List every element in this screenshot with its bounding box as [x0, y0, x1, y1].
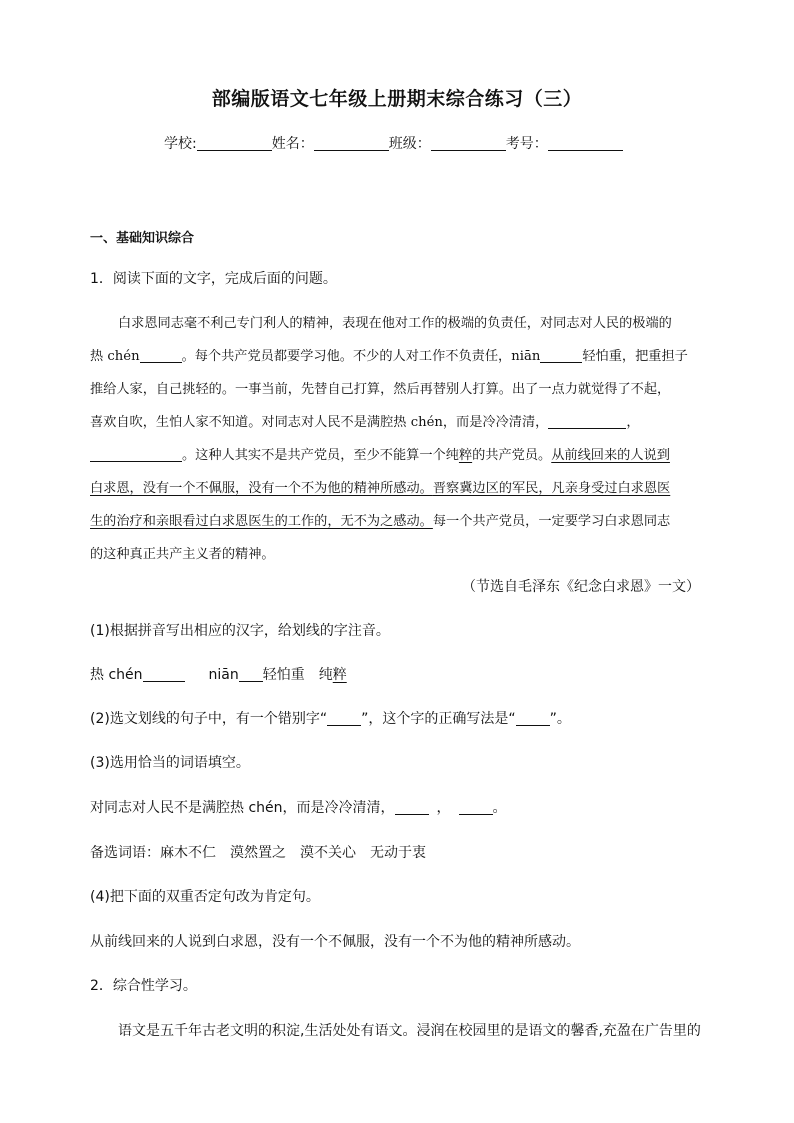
item-text: niān	[208, 667, 239, 683]
passage-line	[90, 477, 670, 496]
question-text: 对同志对人民不是满腔热 chén，而是冷冷清清，	[90, 800, 395, 816]
student-info-line	[164, 133, 623, 153]
question-text: ，	[436, 800, 451, 816]
name-field[interactable]	[314, 135, 389, 151]
section-heading: 一、基础知识综合	[90, 231, 195, 246]
item-text: 纯	[318, 667, 333, 683]
passage-line: 推给人家，自己挑轻的。一事当前，先替自己打算，然后再替别人打算。出了一点力就觉得了不起，	[90, 382, 671, 397]
question-text: ”，这个字的正确写法是“	[361, 711, 516, 727]
item-text: 轻怕重	[262, 667, 305, 683]
passage-line	[90, 411, 640, 430]
answer-blank[interactable]	[239, 666, 263, 682]
answer-blank[interactable]	[327, 710, 361, 726]
passage-text: 喜欢自吹，生怕人家不知道。对同志对人民不是满腔热 chén，而是冷冷清清，	[90, 415, 549, 430]
passage-text: 。这种人其实不是共产党员，至少不能算一个纯	[182, 448, 459, 463]
underlined-sentence: 生的治疗和亲眼看过白求恩医生的工作的，无不为之感动。	[90, 514, 433, 529]
answer-blank[interactable]	[90, 446, 182, 462]
class-field[interactable]	[431, 135, 506, 151]
underlined-char: 粹	[458, 448, 473, 463]
passage-text: 。每个共产党员都要学习他。不少的人对工作不负责任，niān	[181, 349, 541, 364]
answer-blank[interactable]	[516, 710, 550, 726]
choices-label: 备选词语：	[90, 845, 160, 861]
passage-text: 热 chén	[90, 349, 140, 364]
choice-word: 麻木不仁	[160, 845, 216, 861]
page-title: 部编版语文七年级上册期末综合练习（三）	[211, 88, 583, 110]
passage-line: 白求恩同志毫不利己专门利人的精神，表现在他对工作的极端的负责任，对同志对人民的极端的	[118, 316, 672, 331]
passage-line	[90, 510, 670, 529]
school-field[interactable]	[197, 135, 272, 151]
sub-question-4-sentence: 从前线回来的人说到白求恩，没有一个不佩服，没有一个不为他的精神所感动。	[90, 934, 580, 950]
number-field[interactable]	[548, 135, 623, 151]
question-text: (2)选文划线的句子中，有一个错别字“	[90, 711, 328, 727]
choice-word: 无动于衷	[370, 845, 426, 861]
word-choices	[90, 842, 426, 862]
passage-text: 每一个共产党员，一定要学习白求恩同志	[432, 514, 671, 529]
answer-blank[interactable]	[143, 666, 185, 682]
underlined-sentence: 从前线回来的人说到	[551, 448, 670, 463]
answer-blank[interactable]	[548, 413, 626, 429]
passage-line: 的这种真正共产主义者的精神。	[90, 547, 275, 562]
passage-line	[90, 444, 670, 463]
question-2-stem: 2．综合性学习。	[90, 978, 197, 994]
underlined-char: 粹	[332, 667, 347, 683]
sub-question-1: (1)根据拼音写出相应的汉字，给划线的字注音。	[90, 623, 390, 639]
item-text: 热 chén	[90, 667, 143, 683]
answer-blank[interactable]	[459, 799, 493, 815]
sub-question-3-line	[90, 797, 507, 817]
number-label: 考号：	[505, 136, 548, 152]
sub-question-2	[90, 708, 571, 728]
answer-blank[interactable]	[540, 347, 582, 363]
answer-blank[interactable]	[140, 347, 182, 363]
answer-blank[interactable]	[395, 799, 429, 815]
underlined-sentence: 晋察冀边区的军民，凡亲身受过白求恩医	[432, 481, 671, 496]
passage-text: ，	[626, 415, 640, 430]
sub-question-3: (3)选用恰当的词语填空。	[90, 755, 250, 771]
question-text: ”。	[549, 711, 571, 727]
name-label: 姓名：	[271, 136, 314, 152]
choice-word: 漠然置之	[230, 845, 286, 861]
question-2-text: 语文是五千年古老文明的积淀,生活处处有语文。浸润在校园里的是语文的馨香,充盈在广告里的	[118, 1023, 701, 1039]
underlined-sentence: 白求恩，没有一个不佩服，没有一个不为他的精神所感动。	[90, 481, 433, 496]
class-label: 班级：	[388, 136, 431, 152]
school-label: 学校:	[164, 136, 197, 152]
sub-question-1-items	[90, 664, 347, 684]
passage-line	[90, 345, 688, 364]
sub-question-4: (4)把下面的双重否定句改为肯定句。	[90, 889, 320, 905]
passage-text: 的共产党员。	[472, 448, 552, 463]
passage-source: （节选自毛泽东《纪念白求恩》一文）	[462, 579, 700, 595]
question-1-stem: 1．阅读下面的文字，完成后面的问题。	[90, 271, 337, 287]
choice-word: 漠不关心	[300, 845, 356, 861]
question-text: 。	[492, 800, 507, 816]
passage-text: 轻怕重，把重担子	[582, 349, 688, 364]
